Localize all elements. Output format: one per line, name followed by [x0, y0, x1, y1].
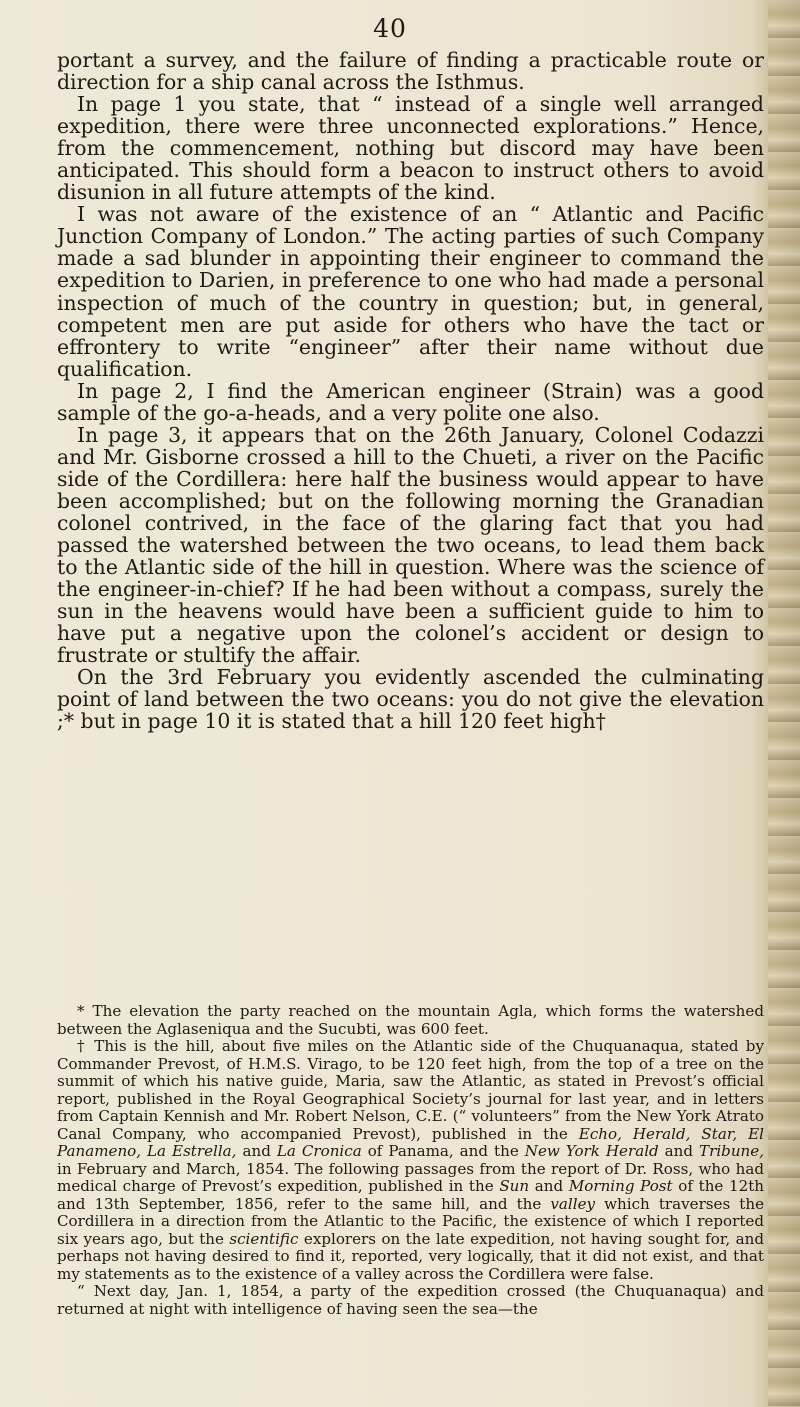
footnote-2-text-e: which traverses the Cordillera in a direction from the Atlantic to the Pacific, the existence of which I reported six years ago, but the	[57, 1194, 764, 1248]
main-body-text	[57, 49, 764, 732]
footnote-2-text-c: in February and March, 1854. The following passages from the report of Dr. Ross, who had medical charge of Prevost’s expedition, published in the	[57, 1159, 764, 1195]
footnote-2-text-b: of Panama, and the	[361, 1142, 525, 1160]
footnote-2-text-a: † This is the hill, about five miles on the Atlantic side of the Chuquanaqua, stated by Commander Prevost, of H.M.S. Virago, to be 120 feet high, from the top of a tree on the summit of which his native guide, Maria, saw the Atlantic, as stated in Prevost’s official report, published in the Royal Geographical Society’s journal for last year, and in letters from Captain Kennish and Mr. Robert Nelson, C.E. (“ volunteers” from the New York Atrato Canal Company, who accompanied Prevost), published in the	[57, 1037, 764, 1143]
footnote-2	[57, 1038, 764, 1283]
footnote-2-conjunction: and	[529, 1177, 569, 1195]
footnote-2-publication: New York Herald	[524, 1142, 659, 1160]
footnote-2-publication: Tribune,	[699, 1142, 764, 1160]
paragraph-4: In page 2, I find the American engineer (Strain) was a good sample of the go-a-heads, and a very polite one also.	[57, 378, 764, 425]
footnote-2-emphasis: valley	[550, 1194, 596, 1213]
paragraph-2: In page 1 you state, that “ instead of a single well arranged expedition, there were three unconnected explorations.” Hence, from the commencement, nothing but discord may have been anticipated. This should form a beacon to instruct others to avoid disunion in all future attempts of the kind.	[57, 92, 764, 205]
footnote-2-conjunction: and	[658, 1142, 700, 1160]
footnote-2-publication: Echo, Herald, Star, El Panameno, La Estrella,	[57, 1124, 764, 1160]
paragraph-6: On the 3rd February you evidently ascended the culminating point of land between the two oceans: you do not give the elevation ;* but in page 10 it is stated that a hill 120 feet high†	[57, 665, 764, 734]
paragraph-1: portant a survey, and the failure of finding a practicable route or direction for a ship canal across the Isthmus.	[57, 48, 764, 95]
page-gutter-edge	[768, 0, 800, 1407]
paragraph-3: I was not aware of the existence of an “ Atlantic and Pacific Junction Company of London.” The acting parties of such Company made a sad blunder in appointing their engineer to command the expedition to Darien, in preference to one who had made a personal inspection of much of the country in question; but, in general, competent men are put aside for others who have the tact or effrontery to write “engineer” after their name without due qualification.	[57, 202, 764, 381]
footnote-2-publication: Morning Post	[568, 1177, 673, 1195]
footnote-2-conjunction: and	[236, 1142, 277, 1160]
footnote-2-quotation: “ Next day, Jan. 1, 1854, a party of the expedition crossed (the Chuquanaqua) and returned at night with intelligence of having seen the sea—the	[57, 1282, 764, 1318]
footnote-1: * The elevation the party reached on the mountain Agla, which forms the watershed between the Aglaseniqua and the Sucubti, was 600 feet.	[57, 1002, 764, 1038]
footnote-2-publication: Sun	[499, 1177, 530, 1195]
footnote-2-text-f: explorers on the late expedition, not having sought for, and perhaps not having desired to find it, reported, very logically, that it did not exist, and that my statements as to the existence of a valley across the Cordillera were false.	[57, 1229, 764, 1283]
footnote-2-publication: La Cronica	[276, 1142, 362, 1160]
footnote-2-emphasis: scientific	[229, 1229, 299, 1248]
page-number: 40	[373, 14, 407, 43]
footnote-2-text-d: of the 12th and 13th September, 1856, refer to the same hill, and the	[57, 1177, 764, 1213]
footnotes	[57, 1003, 764, 1318]
paragraph-5: In page 3, it appears that on the 26th January, Colonel Codazzi and Mr. Gisborne crossed a hill to the Chueti, a river on the Pacific side of the Cordillera: here half the business would appear to have been accomplished; but on the following morning the Granadian colonel contrived, in the face of the glaring fact that you had passed the watershed between the two oceans, to lead them back to the Atlantic side of the hill in question. Where was the science of the engineer-in-chief? If he had been without a compass, surely the sun in the heavens would have been a sufficient guide to him to have put a negative upon the colonel’s accident or design to frustrate or stultify the affair.	[57, 422, 764, 668]
